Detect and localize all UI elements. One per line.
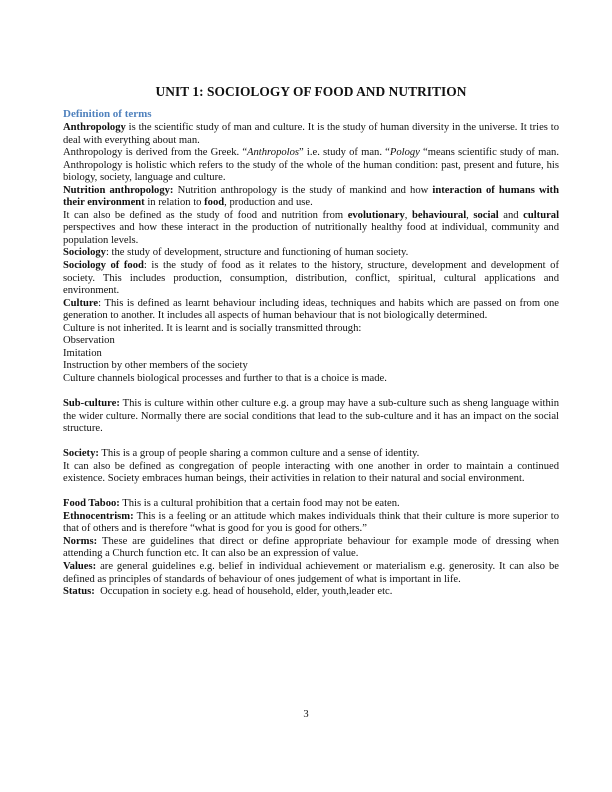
definition-society: Society: This is a group of people sharing a common culture and a sense of identity. <box>63 448 420 460</box>
transmission-item: Instruction by other members of the society <box>63 360 248 372</box>
spacer <box>63 436 559 449</box>
term-label: Values: <box>63 561 97 572</box>
definition-sub-culture: Sub-culture: This is culture within other culture e.g. a group may have a sub-culture such as sheng language within the wider culture. Normally there are social conditions that lead to the sub-culture and it has an impact on the social structure. <box>63 397 559 435</box>
spacer <box>63 385 559 398</box>
transmission-item: Imitation <box>63 347 102 359</box>
nutrition-anthropology-alt: It can also be defined as the study of food and nutrition from evolutionary, behavioural, social and cultural perspectives and how these interact in the production of nutritionally healthy food at individual, community and population levels. <box>63 209 560 246</box>
term-label: Sociology of food <box>63 260 144 272</box>
term-label: Anthropology <box>63 122 126 133</box>
term-label: Nutrition anthropology: <box>63 184 174 196</box>
definition-sociology: Sociology: the study of development, structure and functioning of human society. <box>63 247 409 259</box>
definition-values: Values: are general guidelines e.g. belief in individual achievement or materialism e.g. generosity. It can also be defined as principles of standards of behaviour of ones judgement of what is important in life. <box>63 561 559 585</box>
definition-culture: Culture: This is defined as learnt behaviour including ideas, techniques and habits which are passed on from one generation to another. It includes all aspects of human behaviour that is not biologically determined. <box>63 297 559 322</box>
term-label: Status: <box>63 586 95 598</box>
definition-food-taboo: Food Taboo: This is a cultural prohibition that a certain food may not be eaten. <box>63 498 400 510</box>
page-title: UNIT 1: SOCIOLOGY OF FOOD AND NUTRITION <box>155 84 467 99</box>
term-label: Ethnocentrism: <box>63 510 134 522</box>
definition-anthropology: Anthropology is the scientific study of man and culture. It is the study of human diversity in the universe. It tries to deal with everything about man. <box>63 122 559 146</box>
term-label: Sub-culture: <box>63 397 120 409</box>
definition-norms: Norms: These are guidelines that direct or define appropriate behaviour for example mode of dressing when attending a Church function etc. It can also be an expression of value. <box>63 535 559 560</box>
term-label: Sociology <box>63 247 106 259</box>
term-label: Food Taboo: <box>63 498 120 510</box>
culture-transmission: Culture is not inherited. It is learnt and is socially transmitted through: <box>63 322 362 334</box>
document-page <box>63 84 559 599</box>
transmission-item: Observation <box>63 335 115 347</box>
definition-sociology-of-food: Sociology of food: is the study of food as it relates to the history, structure, development and development of society. This includes production, consumption, distribution, conflict, spiritual, cultural applications and environment. <box>63 260 559 297</box>
definition-nutrition-anthropology: Nutrition anthropology: Nutrition anthropology is the study of mankind and how interaction of humans with their environment in relation to food, production and use. <box>63 184 559 209</box>
definition-ethnocentrism: Ethnocentrism: This is a feeling or an attitude which makes individuals think that their culture is more superior to that of others and is therefore “what is good for you is good for others.” <box>63 510 559 535</box>
page-number: 3 <box>303 709 309 720</box>
spacer <box>63 486 559 499</box>
term-label: Culture <box>63 297 99 309</box>
culture-channels: Culture channels biological processes and further to that is a choice is made. <box>63 372 387 384</box>
term-label: Society: <box>63 448 99 460</box>
definition-status: Status: Occupation in society e.g. head of household, elder, youth,leader etc. <box>63 586 393 598</box>
anthropology-origin: Anthropology is derived from the Greek. “Anthropolos” i.e. study of man. “Pology “means scientific study of man. Anthropology is holistic which refers to the study of the whole of the human condition: past, present and future, his biology, society, language and culture. <box>63 147 559 184</box>
term-label: Norms: <box>63 535 98 547</box>
section-heading: Definition of terms <box>63 108 152 120</box>
society-alt: It can also be defined as congregation of people interacting with one another in order to maintain a continued existence. Society embraces human beings, their activities in relation to their natural and social environment. <box>63 460 559 485</box>
